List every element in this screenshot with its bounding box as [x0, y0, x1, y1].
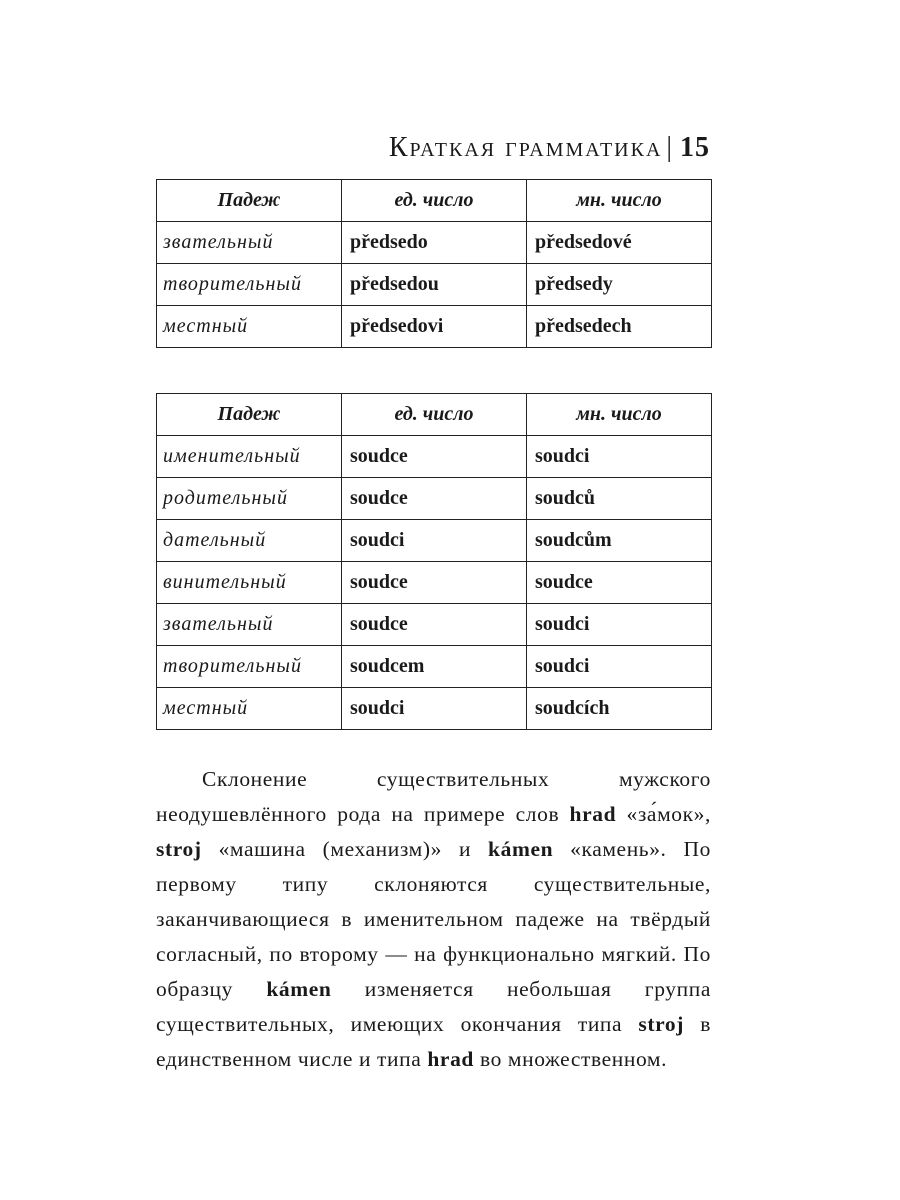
plural-form: soudců [527, 478, 712, 520]
case-name: родительный [157, 478, 342, 520]
column-header-case: Падеж [157, 180, 342, 222]
column-header-case: Падеж [157, 394, 342, 436]
column-header-singular: ед. число [342, 394, 527, 436]
example-word-stroj: stroj [156, 837, 202, 861]
plural-form: soudce [527, 562, 712, 604]
example-word-kamen: kámen [488, 837, 554, 861]
example-word-hrad: hrad [427, 1047, 474, 1071]
body-paragraph [156, 762, 711, 1077]
table-row [157, 478, 712, 520]
case-name: творительный [157, 646, 342, 688]
paragraph-text: во множественном. [473, 1047, 668, 1071]
plural-form: soudci [527, 646, 712, 688]
case-name: звательный [157, 604, 342, 646]
plural-form: předsedy [527, 264, 712, 306]
column-header-singular: ед. число [342, 180, 527, 222]
paragraph-text: изменяется небольшая группа существительных, имеющих окончания типа [156, 977, 711, 1036]
case-name: именительный [157, 436, 342, 478]
column-header-plural: мн. число [527, 394, 712, 436]
plural-form: soudci [527, 604, 712, 646]
case-name: дательный [157, 520, 342, 562]
singular-form: soudce [342, 478, 527, 520]
table-row [157, 646, 712, 688]
case-name: звательный [157, 222, 342, 264]
running-header [156, 128, 710, 168]
table-row [157, 688, 712, 730]
singular-form: soudcem [342, 646, 527, 688]
table-row [157, 264, 712, 306]
paragraph-text: «камень». По первому типу склоняются существительные, заканчивающиеся в именительном падеже на твёрдый согласный, по второму — на функционально мягкий. По образцу [156, 837, 711, 1001]
singular-form: soudce [342, 436, 527, 478]
plural-form: předsedové [527, 222, 712, 264]
singular-form: předsedou [342, 264, 527, 306]
paragraph-text: в единственном числе и типа [156, 1012, 711, 1071]
plural-form: soudcích [527, 688, 712, 730]
paragraph-text: Склонение существительных мужского неодушевлённого рода на примере слов [156, 767, 711, 826]
singular-form: soudce [342, 604, 527, 646]
table-header-row [157, 180, 712, 222]
table-row [157, 306, 712, 348]
singular-form: soudci [342, 688, 527, 730]
case-name: винительный [157, 562, 342, 604]
paragraph-text: «машина (механизм)» и [201, 837, 489, 861]
singular-form: předsedo [342, 222, 527, 264]
example-word-hrad: hrad [569, 802, 617, 826]
example-word-stroj: stroj [638, 1012, 684, 1036]
table-row [157, 562, 712, 604]
plural-form: předsedech [527, 306, 712, 348]
table-row [157, 520, 712, 562]
singular-form: soudci [342, 520, 527, 562]
table-row [157, 222, 712, 264]
declension-table-2 [156, 393, 712, 730]
plural-form: soudcům [527, 520, 712, 562]
singular-form: soudce [342, 562, 527, 604]
example-word-kamen: kámen [266, 977, 332, 1001]
case-name: местный [157, 306, 342, 348]
plural-form: soudci [527, 436, 712, 478]
page-number: 15 [680, 132, 710, 163]
declension-table-1 [156, 179, 712, 348]
singular-form: předsedovi [342, 306, 527, 348]
column-header-plural: мн. число [527, 180, 712, 222]
table-header-row [157, 394, 712, 436]
paragraph-text: «за́мок», [616, 802, 711, 826]
header-separator: | [666, 132, 674, 163]
running-title: Краткая грамматика [388, 132, 663, 163]
case-name: местный [157, 688, 342, 730]
table-row [157, 604, 712, 646]
case-name: творительный [157, 264, 342, 306]
table-row [157, 436, 712, 478]
